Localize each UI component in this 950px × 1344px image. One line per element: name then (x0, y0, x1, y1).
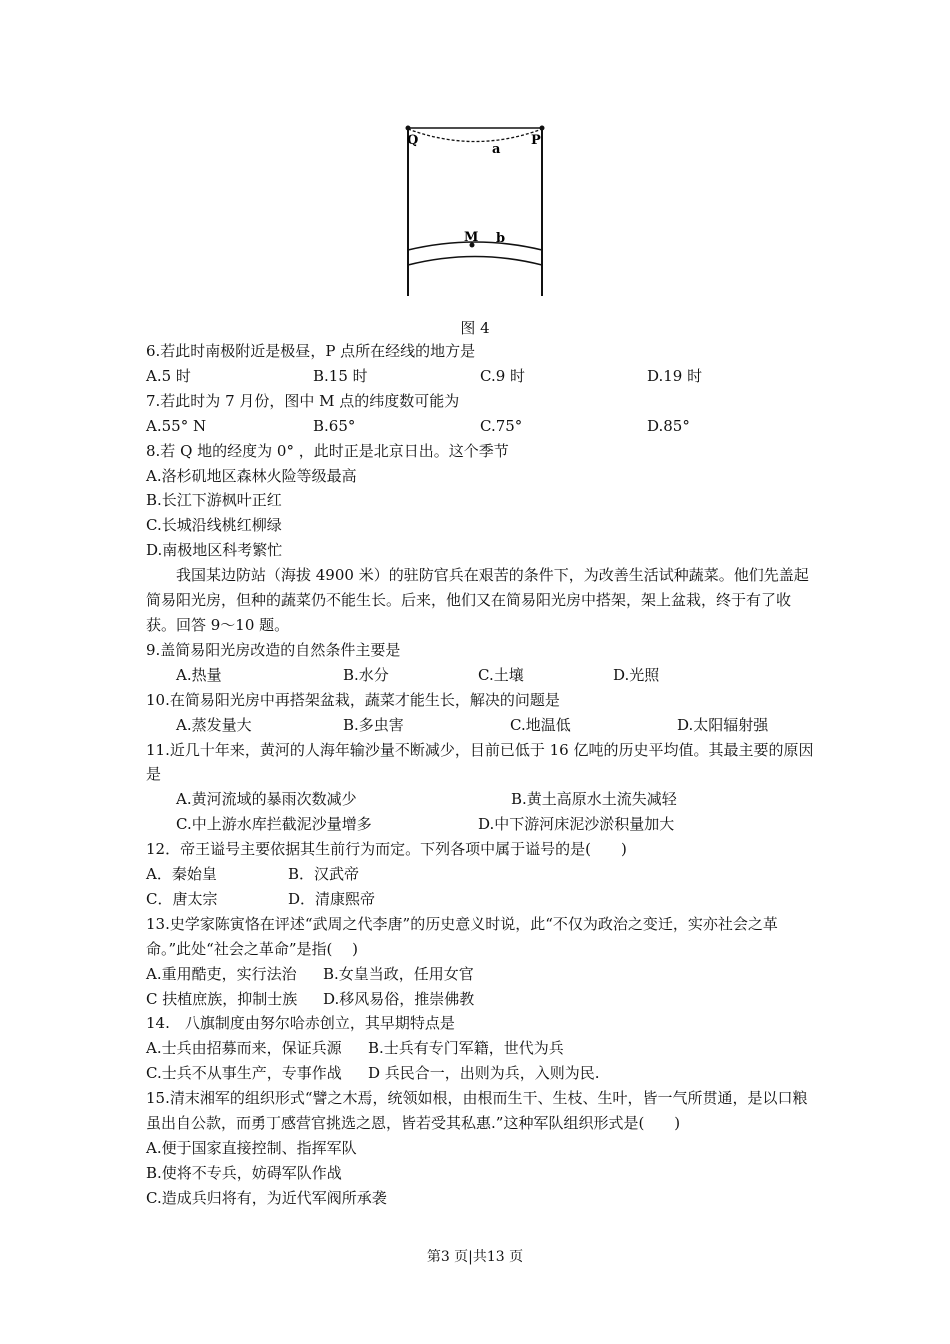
q13-option-c: C 扶植庶族，抑制士族 (146, 989, 298, 1008)
q13-option-b: B.女皇当政，任用女官 (323, 964, 474, 983)
label-m: M (464, 230, 479, 245)
q10-option-d: D.太阳辐射强 (677, 715, 769, 734)
question-content (146, 339, 816, 1211)
figure-caption: 图 4 (460, 319, 490, 337)
q13-stem: 13.史学家陈寅恪在评述“武周之代李唐”的历史意义时说，此“不仅为政治之变迁，实亦社会之革命。”此处“社会之革命”是指( ) (146, 914, 778, 958)
q10-options (146, 713, 816, 738)
q7-option-a: A.55° N (146, 416, 207, 435)
q6-option-a: A.5 时 (146, 366, 191, 385)
q11-stem: 11.近几十年来，黄河的人海年输沙量不断减少，目前已低于 16 亿吨的历史平均值。其最主要的原因是 (146, 740, 814, 784)
q6-option-d: D.19 时 (647, 366, 703, 385)
label-q: Q (407, 133, 419, 148)
q14-options-row1 (146, 1036, 816, 1061)
q13-options-row2 (146, 987, 816, 1012)
q14-option-c: C.士兵不从事生产，专事作战 (146, 1064, 342, 1083)
q11-option-a: A.黄河流域的暴雨次数减少 (176, 790, 357, 809)
q8-option-d: D.南极地区科考繁忙 (146, 541, 283, 560)
q13-options-row1 (146, 962, 816, 987)
q11-options-row2 (146, 812, 816, 837)
q14-option-a: A.士兵由招募而来，保证兵源 (146, 1039, 342, 1058)
q12-stem: 12．帝王谥号主要依据其生前行为而定。下列各项中属于谥号的是( ) (146, 840, 627, 859)
q8-option-b: B.长江下游枫叶正红 (146, 491, 282, 510)
q7-option-c: C.75° (480, 416, 523, 435)
q6-option-b: B.15 时 (313, 366, 368, 385)
q9-option-d: D.光照 (613, 665, 660, 684)
q15-stem: 15.清末湘军的组织形式“譬之木焉，统领如根，由根而生干、生枝、生叶，皆一气所贯通，是以口粮虽出自公款，而勇丁感营官挑选之恩，皆若受其私惠.”这种军队组织形式是( ) (146, 1089, 808, 1133)
figure-4-diagram (398, 120, 554, 304)
q6-stem: 6.若此时南极附近是极昼，P 点所在经线的地方是 (146, 342, 476, 360)
q13-option-d: D.移风易俗，推崇佛教 (323, 989, 475, 1008)
q12-option-c: C．唐太宗 (146, 889, 218, 908)
q6-options (146, 364, 816, 389)
q12-option-d: D．清康熙帝 (288, 889, 376, 908)
q9-options (146, 663, 816, 688)
q7-options (146, 414, 816, 439)
q11-option-c: C.中上游水库拦截泥沙量增多 (176, 815, 372, 834)
q14-stem: 14. 八旗制度由努尔哈赤创立，其早期特点是 (146, 1014, 455, 1033)
q8-option-a: A.洛杉矶地区森林火险等级最高 (146, 466, 357, 485)
q9-option-c: C.土壤 (478, 665, 524, 684)
q8-stem: 8.若 Q 地的经度为 0° ，此时正是北京日出。这个季节 (146, 441, 509, 460)
point-p (540, 126, 545, 131)
q9-option-a: A.热量 (176, 665, 222, 684)
q10-option-a: A.蒸发量大 (176, 715, 252, 734)
q12-option-a: A．秦始皇 (146, 865, 217, 884)
q10-stem: 10.在简易阳光房中再搭架盆栽，蔬菜才能生长，解决的问题是 (146, 690, 560, 709)
point-q (406, 126, 411, 131)
q10-option-c: C.地温低 (510, 715, 571, 734)
q14-options-row2 (146, 1061, 816, 1086)
label-b: b (496, 231, 506, 246)
page-footer: 第3 页|共13 页 (426, 1249, 524, 1265)
label-p: P (531, 133, 541, 148)
reading-passage: 我国某边防站（海拔 4900 米）的驻防官兵在艰苦的条件下，为改善生活试种蔬菜。他们先盖起简易阳光房，但种的蔬菜仍不能生长。后来，他们又在简易阳光房中搭架，架上盆栽，终于有了收获。回答 9～10 题。 (146, 566, 809, 634)
q12-options-row1 (146, 862, 816, 887)
q15-option-a: A.便于国家直接控制、指挥军队 (146, 1139, 357, 1157)
arc-a (408, 129, 542, 142)
q11-options-row1 (146, 787, 816, 812)
q14-option-b: B.士兵有专门军籍，世代为兵 (368, 1039, 564, 1058)
q8-option-c: C.长城沿线桃红柳绿 (146, 516, 282, 535)
q15-option-c: C.造成兵归将有，为近代军阀所承袭 (146, 1188, 387, 1207)
q11-option-b: B.黄土高原水土流失减轻 (511, 790, 677, 809)
figure-4-svg (398, 120, 554, 304)
q10-option-b: B.多虫害 (343, 715, 404, 734)
q15-option-b: B.使将不专兵，妨碍军队作战 (146, 1163, 342, 1182)
q7-stem: 7.若此时为 7 月份，图中 M 点的纬度数可能为 (146, 391, 460, 410)
q7-option-b: B.65° (313, 416, 356, 435)
q6-option-c: C.9 时 (480, 366, 526, 385)
q9-option-b: B.水分 (343, 665, 389, 684)
label-a: a (492, 142, 501, 157)
q9-stem: 9.盖简易阳光房改造的自然条件主要是 (146, 640, 401, 659)
q11-option-d: D.中下游河床泥沙淤积量加大 (478, 815, 675, 834)
q14-option-d: D 兵民合一，出则为兵，入则为民. (368, 1064, 600, 1083)
q12-option-b: B．汉武帝 (288, 865, 360, 884)
q13-option-a: A.重用酷吏，实行法治 (146, 964, 297, 983)
q12-options-row2 (146, 887, 816, 912)
bottom-arc (408, 257, 542, 266)
q7-option-d: D.85° (647, 416, 690, 435)
